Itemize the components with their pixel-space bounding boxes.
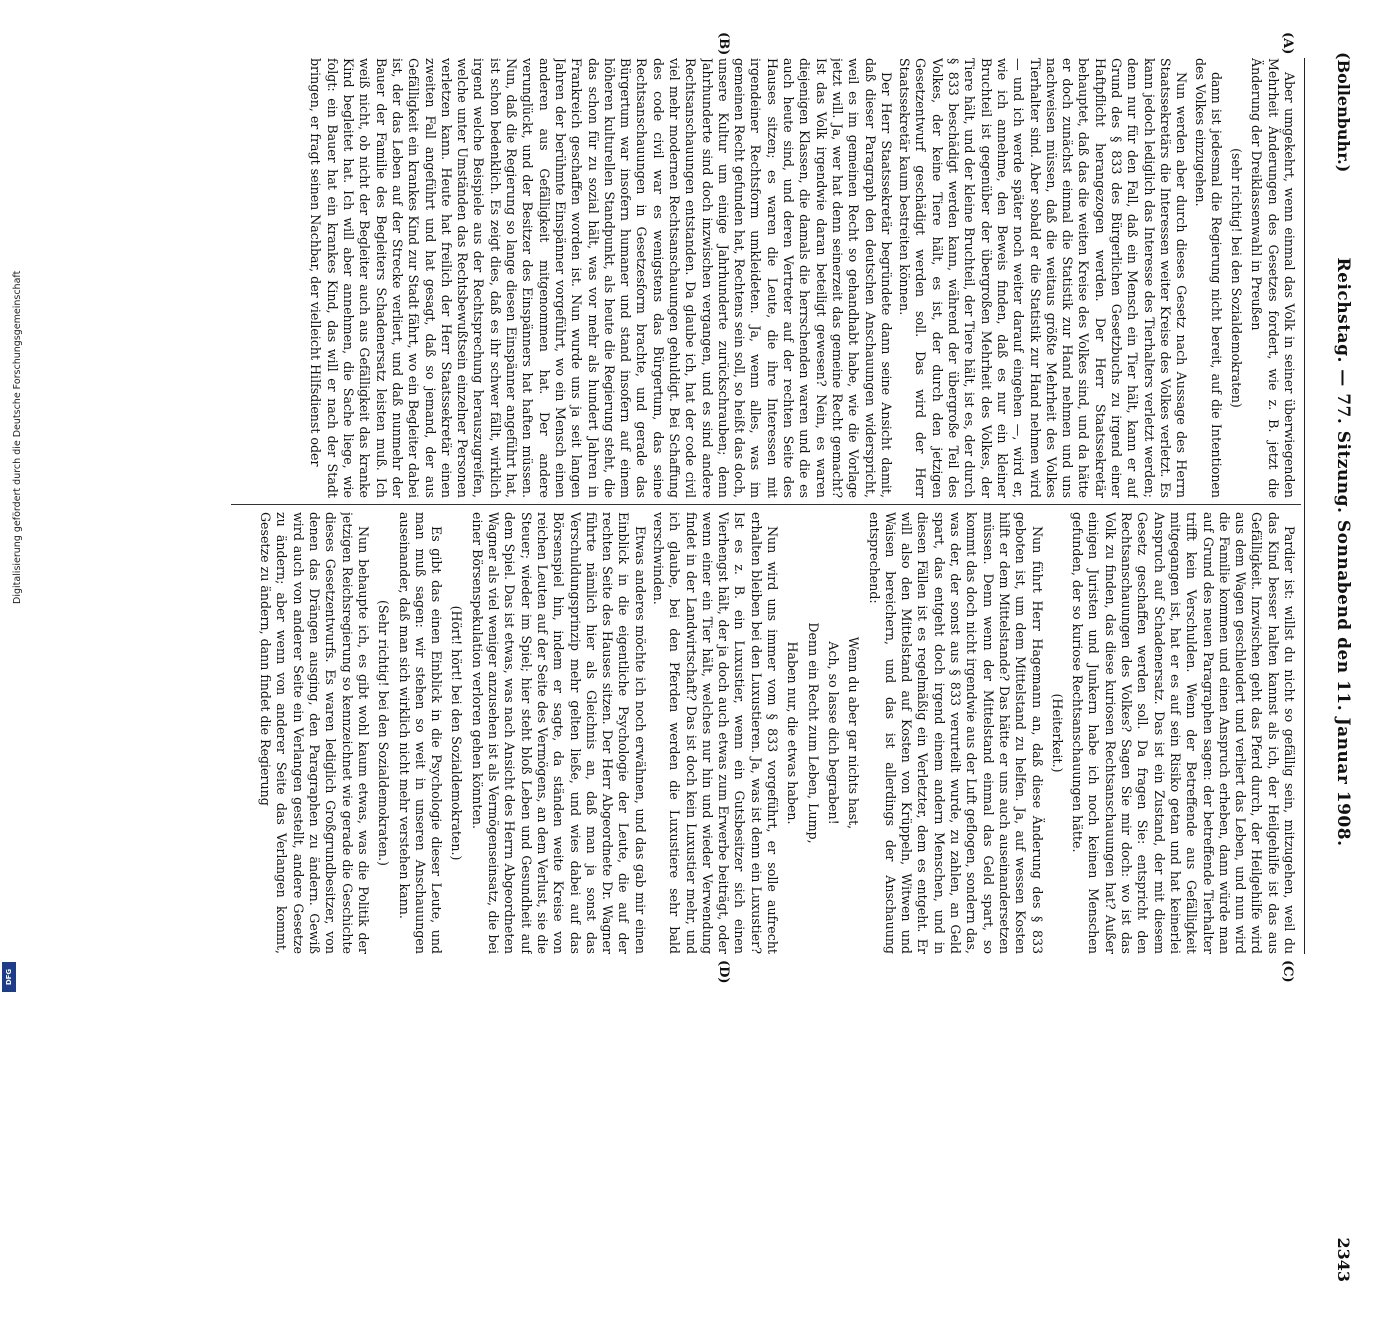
column-divider <box>231 504 1301 505</box>
paragraph: Aber umgekehrt, wenn einmal das Volk in seiner überwiegenden Mehrheit Änderungen des Gesetzes fordert, wie z. B. jetzt die Änderung der Dreiklassenwahl in Preußen <box>1249 58 1297 498</box>
margin-marker-a: (A) <box>1280 32 1295 55</box>
paragraph: Nun werden aber durch dieses Gesetz nach Aussage des Herrn Staatssekretärs die Interessen weiter Kreise des Volkes verletzt. Es kann jedoch lediglich das Interesse des Tierhalters verletzt werden; denn nur für den Fall, daß ein Mensch ein Tier hält, kann er auf Grund des § 833 des Bürgerlichen Gesetzbuchs zu irgend einer Haftpflicht herangezogen werden. Der Herr Staatssekretär behauptet, daß das die weiten Kreise des Volkes sind, und da hätte er doch zunächst einmal die Statistik zur Hand nehmen und uns nachweisen müssen, daß die weitaus größte Mehrheit des Volkes Tierhalter sind. Aber sobald er die Statistik zur Hand nehmen wird — und ich werde später noch weiter darauf eingehen —, wird er, wie ich annehme, den Beweis finden, daß es nur ein kleiner Bruchteil ist gegenüber der übergroßen Mehrheit des Volkes, der Tiere hält, und der kleine Bruchteil, der Tiere hält, ist es, der durch § 833 beschädigt werden kann, während der übergroße Teil des Volkes, der keine Tiere hält, es ist, der durch den jetzigen Gesetzentwurf geschädigt werden soll. Das wird der Herr Staatssekretär kaum bestreiten können. <box>897 58 1190 498</box>
page-title: Reichstag. — 77. Sitzung. Sonnabend den 11. Januar 1908. <box>1333 257 1353 847</box>
interjection: (sehr richtig! bei den Sozialdemokraten) <box>1229 148 1245 408</box>
interjection: (Hört! hört! bei den Sozialdemokraten.) <box>449 605 465 861</box>
dfg-logo <box>2 962 16 992</box>
margin-marker-c: (C) <box>1280 960 1295 983</box>
interjection: Haben nur, die etwas haben. <box>785 641 801 825</box>
left-column <box>227 58 1297 498</box>
speaker-name: (Bollenbuhr.) <box>1334 52 1353 173</box>
interjection: (Sehr richtig! bei den Sozialdemokraten.) <box>376 600 392 866</box>
margin-marker-b: (B) <box>716 32 731 56</box>
paragraph: dann ist jedesmal die Regierung nicht bereit, auf die Intentionen des Volkes einzugehen. <box>1192 58 1224 498</box>
header-rule <box>1304 58 1305 954</box>
credit-text: Digitalisierung gefördert durch die Deutsche Forschungsgemeinschaft <box>12 270 23 604</box>
interjection: (Heiterkeit.) <box>1049 693 1065 773</box>
interjection: Denn ein Recht zum Leben, Lump, <box>805 622 821 844</box>
digitization-credit <box>0 0 22 1000</box>
paragraph: Pardier ist: willst du nicht so gefällig sein, mitzugehen, weil du das Kind besser halten kannst als ich, der Heilgehilfe ist das aus Gefälligkeit. Inzwischen geht das Pferd durch, der Heilgehilfe wird aus dem Wagen geschleudert und verliert das Leben, und nun wird die Familie kommen und einen Anspruch erheben, dann würde man auf Grund des neuen Paragraphen sagen: der betreffende Tierhalter trifft kein Verschulden. Wenn der Betreffende aus Gefälligkeit mitgegangen ist, hat er es auf sein Risiko getan und hat keinerlei Anspruch auf Schadenersatz. Das ist ein Zustand, der mit diesem Gesetz geschaffen werden soll. Da fragen Sie: entspricht den Rechtsanschauungen des Volkes? Sagen Sie mir doch: wo ist das Volk zu finden, das diese kuriosen Rechtsanschauungen hat? Außer einigen Juristen und Junkern habe ich noch keinen Menschen gefunden, der so kuriose Rechtsanschauungen hätte. <box>1070 512 1297 954</box>
paragraph: Es gibt das einen Einblick in die Psychologie dieser Leute, und man muß sagen: wir stehen so weit in unseren Anschauungen auseinander, daß man sich wirklich nicht mehr verstehen kann. <box>396 512 445 954</box>
paragraph: Nun wird uns immer vom § 833 vorgeführt, er solle aufrecht erhalten bleiben bei den Luxustieren. Ja, was ist denn ein Luxustier? Ist es z. B. ein Luxustier, wenn ein Gutsbesitzer sich einen Vierhengst hält, der ja doch auch etwas zum Erwerbe beiträgt, oder wenn einer ein Tier hält, welches nur hin und wieder Verwendung findet in der Landwirtschaft? Das ist doch kein Luxustier mehr, und ich glaube, bei den Pferden werden die Luxustiere sehr bald verschwinden. <box>651 512 781 954</box>
page-number: 2343 <box>1334 1237 1353 1282</box>
paragraph: Der Herr Staatssekretär begründete dann seine Ansicht damit, daß dieser Paragraph den deutschen Anschauungen widerspricht, weil es im gemeinen Recht so gehandhabt habe, wie die Vorlage jetzt will. Ja, wer hat denn seinerzeit das gemeine Recht gemacht? Ist das Volk irgendwie daran beteiligt gewesen? Nein, es waren diejenigen Klassen, die damals die herrschenden waren und die es auch heute sind, und deren Vertreter auf der rechten Seite des Hauses sitzen; es waren die Leute, die ihre Interessen mit irgendeiner Rechtsform umkleideten. Ja, wenn alles, was im gemeinen Recht gefunden hat, Rechtens sein soll, so heißt das doch, unsere Kultur um einige Jahrhunderte zurückschrauben; denn Jahrhunderte sind doch inzwischen vergangen, und es sind andere Rechtsanschauungen entstanden. Da glaube ich, hat der code civil viel mehr modernen Rechtsanschauungen gehuldigt. Bei Schaffung des code civil war es wenigstens das Bürgertum, das seine Rechtsanschauungen in Gesetzesform brachte, und gerade das Bürgertum war insofern humaner und stand insofern auf einem höheren kulturellen Standpunkt, als heute die Regierung steht, die das schon für zu sozial hält, was vor mehr als hundert Jahren in Frankreich geschaffen worden ist. Nun wurde uns ja seit langen Jahren der berühmte Einspänner vorgeführt, wo ein Mensch einen anderen aus Gefälligkeit mitgenommen hat. Der andere verunglückt, und der Besitzer des Einspänners hat haften müssen. Nun, daß die Regierung so lange diesen Einspänner angeführt hat, ist schon bedenklich. Es zeigt dies, daß es ihr schwer fällt, wirklich irgend welche Beispiele aus der Rechtsprechung herauszugreifen, welche unter Umständen das Rechtsbewußtsein einzelner Personen verletzen kann. Heute hat freilich der Herr Staatssekretär einen zweiten Fall angeführt und hat gesagt, daß so jemand, der aus Gefälligkeit ein krankes Kind zur Stadt fährt, wo ein Begleiter dabei ist, der das Leben auf der Strecke verliert, und daß nunmehr der Bauer der Familie des Begleiters Schadenersatz leisten muß. Ich weiß nicht, ob nicht der Begleiter auch aus Gefälligkeit das kranke Kind begleitet hat. Ich will aber annehmen, die Sache liege, wie folgt: ein Bauer hat ein krankes Kind, das will er nach der Stadt bringen, er fragt seinen Nachbar, der vielleicht Hilfsdienst oder <box>308 58 894 498</box>
paragraph: Nun führt Herr Hagemann an, daß diese Änderung des § 833 geboten ist, um dem Mittelstand zu helfen. Ja, auf wessen Kosten hilft er dem Mittelstande? Das hätte er uns auch auseinandersetzen müssen. Denn wenn der Mittelstand einmal das Geld spart, so kommt das doch nicht irgendwie aus der Luft geflogen, sondern das, was der, der sonst aus § 833 verurteilt wurde, zu zahlen, an Geld spart, das entgeht doch irgend einem andern Menschen, und in diesen Fällen ist es regelmäßig ein Verletzter, dem es entgeht. Er will also den Mittelstand auf Kosten von Krüppeln, Witwen und Waisen bereichern, und das ist allerdings der Anschauung entsprechend: <box>866 512 1045 954</box>
interjection: Wenn du aber gar nichts hast, <box>846 636 862 830</box>
interjection: Ach, so lasse dich begraben! <box>825 641 841 825</box>
right-column <box>227 512 1297 954</box>
paragraph: Nun behaupte ich, es gibt wohl kaum etwas, was die Politik der jetzigen Reichsregierung so kennzeichnet wie gerade die Geschichte dieses Gesetzentwurfs. Es waren lediglich Großgrundbesitzer, von denen das Drängen ausging, den Paragraphen zu ändern. Gewiß wird auch von anderer Seite ein Verlangen gestellt, andere Gesetze zu ändern; aber wenn von anderer Seite das Verlangen kommt, Gesetze zu ändern, dann findet die Regierung <box>258 512 371 954</box>
dfg-logo-text: DFG <box>5 968 13 986</box>
margin-marker-d: (D) <box>716 960 731 984</box>
paragraph: Etwas anderes möchte ich noch erwähnen, und das gab mir einen Einblick in die eigentliche Psychologie der Leute, die auf der rechten Seite des Hauses sitzen. Der Herr Abgeordnete Dr. Wagner führte nämlich hier als Gleichnis an, daß man ja sonst das Verschuldungsprinzip mehr gelten ließe, und wies dabei auf das Börsenspiel hin, indem er sagte, da ständen weite Kreise von reichen Leuten auf der Seite des Vermögens, an dem Verlust, sie die Steuer; wieder im Spiel; hier steht bloß Leben und Gesundheit auf dem Spiel. Das ist etwas, was nach Ansicht des Herrn Abgeordneten Wagner als viel weniger anzusehen ist als Vermögenseinsatz, die bei einer Börsenspekulation verloren gehen könnten. <box>469 512 648 954</box>
